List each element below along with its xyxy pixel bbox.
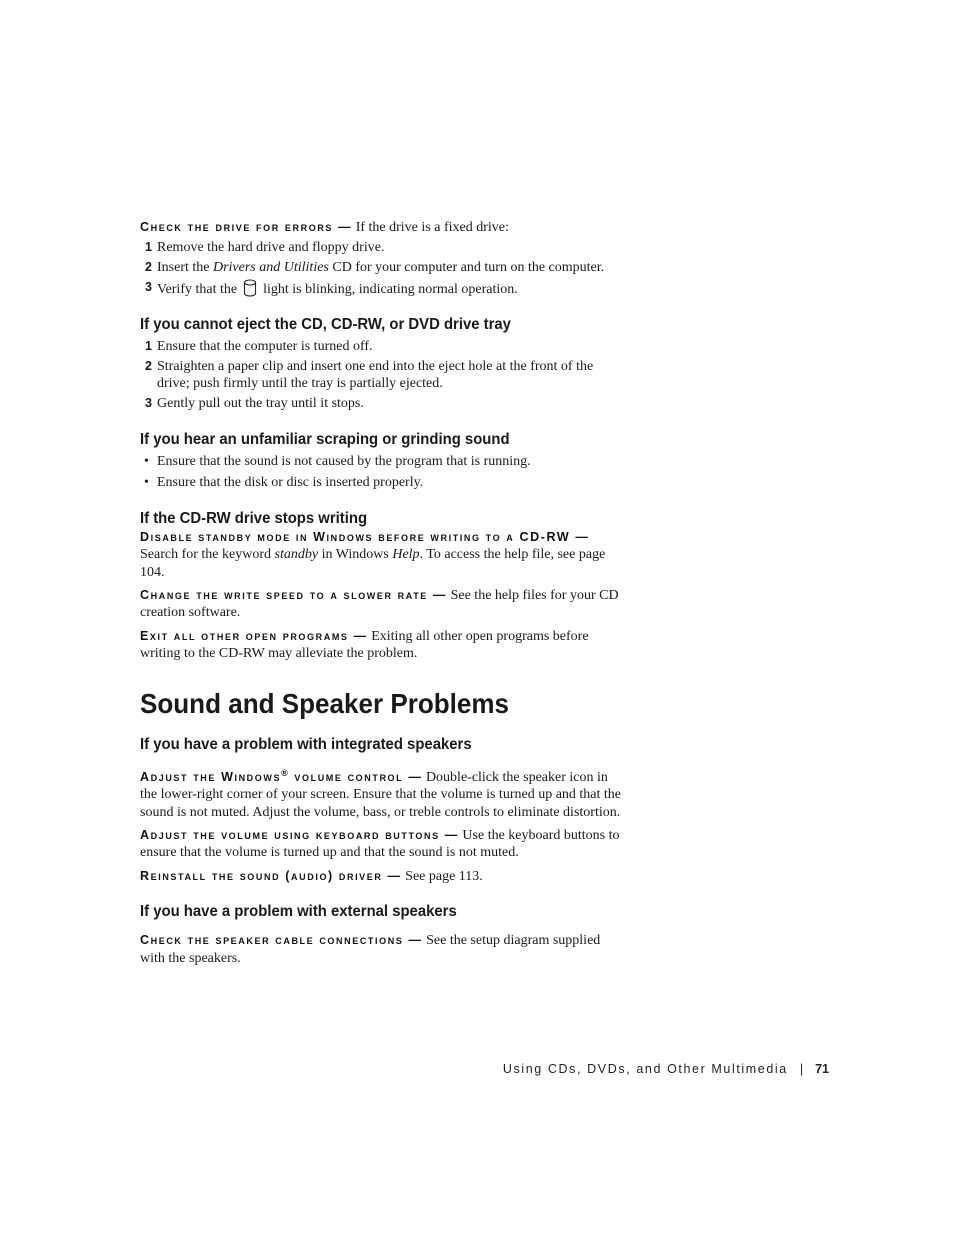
step-text: Verify that the: [157, 282, 238, 297]
lead-disable-standby: Disable standby mode in Windows before writing to a CD-RW —: [140, 529, 590, 544]
adjust-keyboard-text: Use the keyboard buttons to ensure that the volume is turned up and that the sound is not muted.: [140, 828, 620, 861]
list-item: [140, 395, 628, 412]
exit-programs-paragraph: [140, 628, 628, 663]
page-footer: [503, 1062, 829, 1076]
standby-text: Search for the keyword: [140, 547, 272, 563]
bullet-text: Ensure that the disk or disc is inserted properly.: [157, 475, 424, 491]
write-speed-paragraph: [140, 587, 628, 622]
check-drive-text: If the drive is a fixed drive:: [355, 220, 509, 235]
heading-eject-tray: If you cannot eject the CD, CD-RW, or DVD drive tray: [140, 316, 511, 334]
adjust-keyboard-paragraph: [140, 827, 628, 862]
lead-speaker-cable: Check the speaker cable connections —: [140, 933, 423, 948]
heading-grinding-sound: If you hear an unfamiliar scraping or grinding sound: [140, 430, 510, 448]
page-number: 71: [815, 1062, 829, 1076]
adjust-windows-text: Double-click the speaker icon in the lower-right corner of your screen. Ensure that the volume is turned up and that the sound is not muted. Adjust the volume, bass, or treble controls to eliminate distortion.: [140, 769, 622, 820]
standby-text: . To access the help file, see page 104.: [140, 547, 606, 580]
step-number: 3: [145, 280, 152, 294]
list-item: [140, 453, 628, 470]
footer-chapter-title: Using CDs, DVDs, and Other Multimedia: [502, 1062, 788, 1076]
list-item: [140, 474, 628, 491]
standby-text: in Windows: [321, 547, 389, 563]
check-drive-steps: [140, 239, 628, 298]
write-speed-text: See the help files for your CD creation software.: [140, 588, 619, 621]
bullet-dot: •: [144, 454, 149, 470]
adjust-windows-paragraph: [140, 765, 628, 821]
step-text: Gently pull out the tray until it stops.: [157, 396, 364, 412]
section-title-sound: Sound and Speaker Problems: [140, 687, 510, 719]
list-item: [140, 239, 628, 256]
list-item: [140, 338, 628, 355]
standby-paragraph: [140, 529, 628, 581]
grinding-bullets: [140, 453, 628, 491]
eject-tray-steps: [140, 338, 628, 413]
reinstall-driver-paragraph: [140, 868, 628, 885]
step-number: 3: [145, 396, 152, 411]
step-number: 1: [145, 240, 152, 254]
check-drive-paragraph: [140, 219, 628, 236]
heading-integrated-speakers: If you have a problem with integrated speakers: [140, 735, 472, 753]
lead-exit-programs: Exit all other open programs —: [140, 628, 368, 643]
help-emphasis: Help: [392, 547, 420, 563]
list-item: [140, 358, 628, 393]
bullet-dot: •: [144, 475, 149, 491]
lead-reinstall-driver: Reinstall the sound (audio) driver —: [140, 868, 402, 883]
lead-adjust-keyboard: Adjust the volume using keyboard buttons —: [140, 828, 459, 843]
speaker-cable-text: See the setup diagram supplied with the speakers.: [140, 933, 601, 966]
step-text: Insert the: [157, 260, 210, 275]
speaker-cable-paragraph: [140, 932, 628, 967]
lead-write-speed: Change the write speed to a slower rate —: [140, 588, 448, 603]
step-text: CD for your computer and turn on the computer.: [332, 260, 605, 275]
step-text: Ensure that the computer is turned off.: [157, 339, 373, 354]
standby-keyword: standby: [274, 547, 319, 563]
reinstall-driver-text: See page 113.: [405, 868, 483, 884]
heading-cdrw-stops: If the CD-RW drive stops writing: [140, 509, 368, 527]
step-number: 1: [145, 339, 152, 353]
step-number: 2: [145, 359, 152, 373]
step-number: 2: [145, 260, 152, 274]
heading-external-speakers: If you have a problem with external speakers: [140, 903, 457, 921]
footer-separator: |: [799, 1062, 804, 1076]
lead-adjust-windows: Adjust the Windows® volume control —: [140, 767, 423, 784]
lead-check-drive: Check the drive for errors —: [140, 220, 353, 234]
list-item: [140, 259, 628, 276]
step-text: Straighten a paper clip and insert one end into the eject hole at the front of the drive; push firmly until the tray is partially ejected.: [157, 359, 594, 392]
step-text: Remove the hard drive and floppy drive.: [157, 240, 385, 255]
exit-programs-text: Exiting all other open programs before writing to the CD-RW may alleviate the problem.: [140, 628, 589, 662]
hard-drive-light-icon: [243, 279, 257, 297]
step-text: light is blinking, indicating normal operation.: [263, 282, 518, 297]
bullet-text: Ensure that the sound is not caused by the program that is running.: [157, 454, 531, 470]
list-item: [140, 279, 628, 298]
step-emphasis: Drivers and Utilities: [212, 260, 329, 275]
page-content: [140, 219, 628, 967]
